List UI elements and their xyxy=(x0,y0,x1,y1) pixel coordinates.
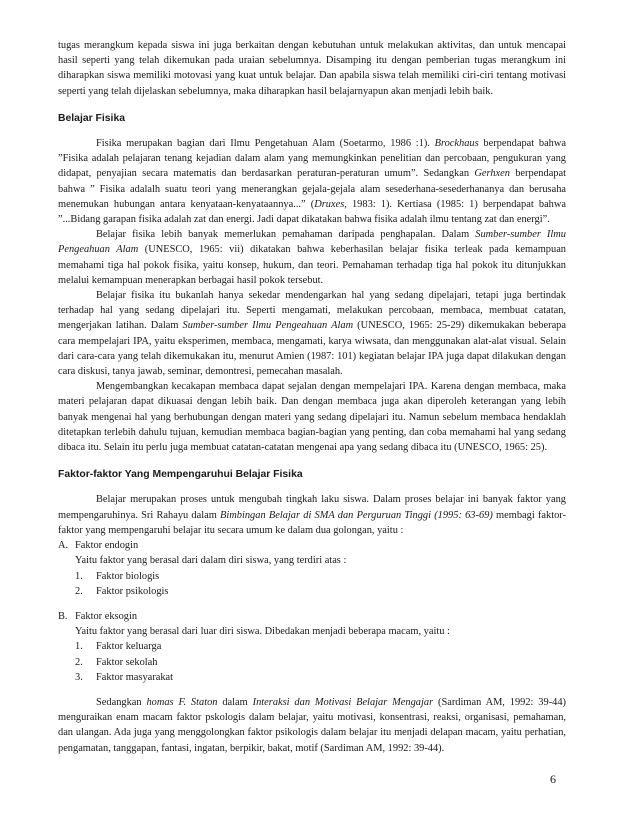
page-number: 6 xyxy=(550,772,556,786)
paragraph-pemahaman: Belajar fisika lebih banyak memerlukan pemahaman daripada penghapalan. Dalam Sumber-sumber Ilmu Pengeahuan Alam (UNESCO, 1965: vii) dikatakan bahwa keberhasilan belajar fisika terleak pada kemampuan memahami tiga hal pokok fisika, yaitu konsep, hukum, dan teori. Pemahaman terhadap tiga hal pokok itu ditunjukkan melalui kemampuan menerapkan berbagai hasil pokok tersebut. xyxy=(58,229,566,286)
document-page xyxy=(58,38,566,756)
heading-belajar-fisika: Belajar Fisika xyxy=(58,112,126,124)
paragraph-fisika-definition: Fisika merupakan bagian dari Ilmu Pengetahuan Alam (Soetarmo, 1986 :1). Brockhaus berpendapat bahwa ”Fisika adalah pelajaran tenang kejadian dalam alam yang memungkinkan penelitian dan percobaan, pengukuran yang didapat, penyajian secara matematis dan berdasarkan peraturan-peraturan umum”. Sedangkan Gerhxen berpendapat bahwa ” Fisika adalalh suatu teori yang menerangkan gejala-gejala alam sesederhana-sesederhananya dan berusaha menemukan hubungan antara kenyataan-kenyataannya...” (Druxes, 1983: 1). Kertiasa (1985: 1) berpendapat bahwa ”...Bidang garapan fisika adalah zat dan energi. Jadi dapat dikatakan bahwa fisika adalah ilmu tentang zat dan energi”. xyxy=(58,138,567,226)
paragraph-faktor-psikologis: Sedangkan homas F. Staton dalam Interaksi dan Motivasi Belajar Mengajar (Sardiman AM, 1992: 39-44) menguraikan enam macam faktor pskologis dalam belajar, yaitu motivasi, konsentrasi, reaksi, organisasi, pemahaman, dan ulangan. Ada juga yang menggolongkan faktor psikologis dalam belajar itu menjadi delapan macam, yaitu perhatian, pengamatan, tanggapan, fantasi, ingatan, berpikir, bakat, motif (Sardiman AM, 1992: 39-44). xyxy=(58,696,567,754)
paragraph-cara-belajar: Belajar fisika itu bukanlah hanya sekedar mendengarkan hal yang sedang dipelajari, tetapi juga bertindak terhadap hal yang sedang dipelajari itu. Seperti mengamati, melakukan percobaan, membaca, membuat catatan, mengerjakan latihan. Dalam Sumber-sumber Ilmu Pengeahuan Alam (UNESCO, 1965: 25-29) dikemukakan beberapa cara mempelajari IPA, yaitu eksperimen, membaca, mengamati, karya wiwsata, dan menggunakan alat-alat visual. Selain dari cara-cara yang telah dikemukakan itu, menurut Amien (1987: 101) kegiatan belajar IPA juga dapat dilakukan dengan cara diskusi, tanya jawab, seminar, demontresi, pemecahan masalah. xyxy=(58,290,566,378)
list-item: 1. Faktor keluarga xyxy=(75,641,162,653)
list-item-faktor-endogin: A. Faktor endogin xyxy=(58,540,139,552)
intro-paragraph: tugas merangkum kepada siswa ini juga berkaitan dengan kebutuhan untuk melakukan aktivitas, dan untuk mencapai hasil seperti yang telah dikemukan pada uraian sebelumnya. Disamping itu dengan pemberian tugas merangkum ini diharapkan siswa memiliki motovasi yang kuat untuk belajar. Dan apabila siswa telah memiliki ciri-ciri tentang motivasi seperti yang telah dijelaskan sebelumnya, maka diharapkan hasil belajarnyapun akan menjadi lebih baik. xyxy=(58,40,566,97)
list-desc-endogin: Yaitu faktor yang berasal dari dalam diri siswa, yang terdiri atas : xyxy=(75,555,347,567)
list-item: 1. Faktor biologis xyxy=(75,570,160,582)
list-item: 2. Faktor sekolah xyxy=(75,656,158,668)
heading-faktor-faktor: Faktor-faktor Yang Mempengaruhui Belajar Fisika xyxy=(58,469,303,481)
list-item-faktor-eksogin: B. Faktor eksogin xyxy=(58,610,138,622)
list-item: 3. Faktor masyarakat xyxy=(75,671,174,683)
paragraph-membaca: Mengembangkan kecakapan membaca dapat sejalan dengan mempelajari IPA. Karena dengan membaca, maka materi pelajaran dapat dikuasai dengan lebih baik. Dan dengan membaca juga akan diperoleh keterangan yang lebih banyak mengenai hal yang berhubungan dengan materi yang sedang dipelajari itu. Namun sebelum membaca hendaklah ditetapkan terlebih dahulu tujuan, kemudian membaca bagian-bagian yang penting, dan coba memahami hal yang sedang dibaca itu. Selain itu perlu juga membuat catatan-catatan mengenai apa yang sedang dibaca itu (UNESCO, 1965: 25). xyxy=(58,381,566,454)
paragraph-proses-belajar: Belajar merupakan proses untuk mengubah tingkah laku siswa. Dalam proses belajar ini banyak faktor yang mempengaruhinya. Sri Rahayu dalam Bimbingan Belajar di SMA dan Perguruan Tinggi (1995: 63-69) membagi faktor-faktor yang mempengaruhi belajar itu secara umum ke dalam dua golongan, yaitu : xyxy=(58,494,566,536)
list-item: 2. Faktor psikologis xyxy=(75,585,169,597)
list-desc-eksogin: Yaitu faktor yang berasal dari luar diri siswa. Dibedakan menjadi beberapa macam, yaitu : xyxy=(75,626,450,638)
